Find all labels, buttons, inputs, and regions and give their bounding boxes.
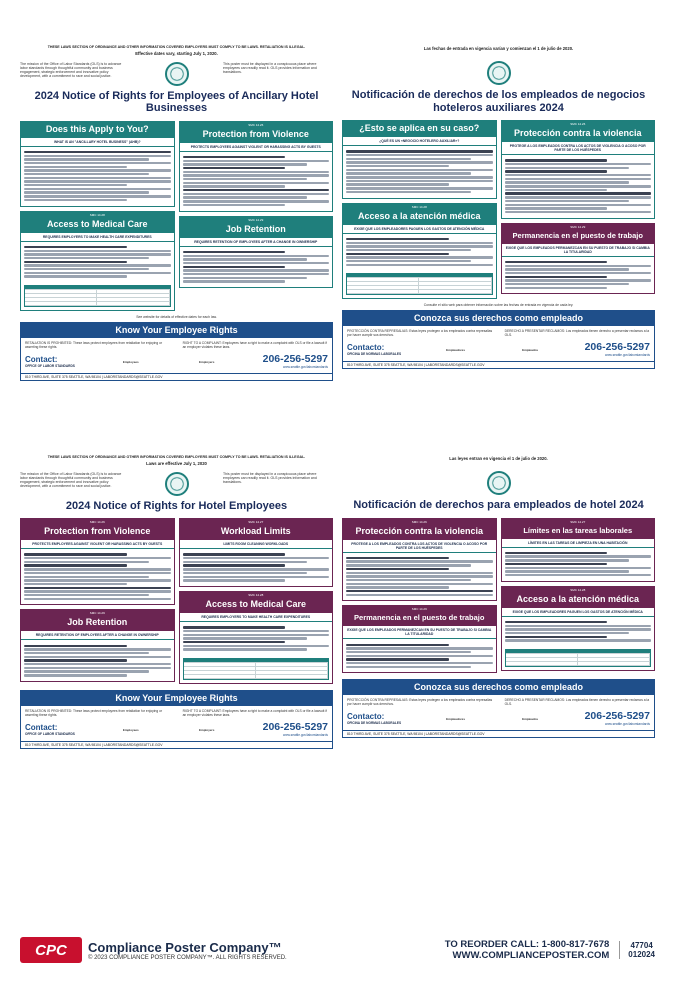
ordinance-code: SMC 14.29	[21, 610, 174, 615]
box-subtitle: PROTEGE A LOS EMPLEADOS CONTRA LOS ACTOS DE VIOLENCIA O ACOSO POR PARTE DE LOS HUÉSPEDES	[343, 540, 496, 553]
city-seal-icon	[165, 62, 189, 86]
office-name: OFICINA DE NORMAS LABORALES	[347, 721, 402, 726]
address: 810 THIRD AVE, SUITE 375 SEATTLE, WA 98104 | LABORSTANDARDS@SEATTLE.GOV	[21, 373, 332, 380]
box-title: ¿Esto se aplica en su caso?	[343, 121, 496, 137]
office-name: OFICINA DE NORMAS LABORALES	[347, 352, 402, 357]
contact-label: Contact:	[25, 723, 58, 732]
poster	[20, 45, 655, 925]
box-subtitle: LÍMITES EN LAS TAREAS DE LIMPIEZA EN UNA HABITACIÓN	[502, 539, 655, 548]
complaint-text: DERECHO A PRESENTAR RECLAMOS: Los empleados tienen derecho a presentar reclamos a la OLS.	[504, 329, 650, 338]
box-subtitle: LIMITS ROOM CLEANING WORKLOADS	[180, 540, 333, 549]
retaliation-text: PROTECCIÓN CONTRA REPRESALIAS: Estas leyes protegen a los empleados contra represalias por hacer cumplir sus derechos.	[347, 698, 493, 707]
box-title: Límites en las tareas laborales	[502, 524, 655, 539]
box-apply	[342, 120, 497, 199]
box-title: Acceso a la atención médica	[343, 209, 496, 225]
ordinance-code: SMC 14.26	[343, 519, 496, 524]
kyr-title: Conozca sus derechos como empleado	[343, 680, 654, 695]
box-title: Acceso a la atención médica	[502, 592, 655, 608]
ordinance-code: SMC 14.28	[502, 587, 655, 592]
website-link[interactable]: www.seattle.gov/laborstandards	[604, 722, 650, 727]
box-title: Job Retention	[180, 222, 333, 238]
phone-number[interactable]: 206-256-5297	[584, 341, 650, 354]
header-notice: THESE LAWS SECTION OF ORDINANCE AND OTHER INFORMATION COVERED EMPLOYERS MUST COMPLY TO BE LAWS. RETALIATION IS ILLEGAL.	[47, 45, 306, 49]
ordinance-code: SMC 14.26	[21, 519, 174, 524]
notice-title: Notificación de derechos para empleados de hotel 2024	[353, 499, 644, 511]
know-your-rights	[20, 690, 333, 749]
brand-name: Compliance Poster Company™	[88, 939, 282, 955]
box-title: Protección contra la violencia	[502, 126, 655, 142]
contact-label: Contacto:	[347, 343, 385, 353]
cpc-logo: CPC	[20, 937, 82, 963]
box-subtitle: ¿QUÉ ES UN «NEGOCIO HOTELERO AUXILIAR»?	[343, 137, 496, 146]
poster-footer	[20, 935, 655, 965]
retaliation-text: PROTECCIÓN CONTRA REPRESALIAS: Estas leyes protegen a los empleados contra represalias por hacer cumplir sus derechos.	[347, 329, 493, 338]
office-name: OFFICE OF LABOR STANDARDS	[25, 364, 75, 368]
notice-title: Notificación de derechos de los empleados de negocios hoteleros auxiliares 2024	[351, 89, 646, 114]
revision-code: 012024	[628, 950, 655, 959]
box-title: Permanencia en el puesto de trabajo	[343, 611, 496, 626]
employers-label: Empleadores	[446, 716, 465, 721]
box-title: Protection from Violence	[21, 524, 174, 540]
box-apply	[20, 121, 175, 207]
mission-text: The mission of the Office of Labor Standards (OLS) is to advance labor standards through thoughtful community and business engagement, strategic enforcement and innovative policy development, with a commitment to race and social justice.	[20, 61, 122, 79]
city-seal-icon	[487, 471, 511, 495]
header-notice: THESE LAWS SECTION OF ORDINANCE AND OTHER INFORMATION COVERED EMPLOYERS MUST COMPLY TO BE LAWS. RETALIATION IS ILLEGAL.	[47, 455, 306, 459]
box-title: Protección contra la violencia	[343, 524, 496, 540]
box-violence	[20, 518, 175, 605]
complaint-text: DERECHO A PRESENTAR RECLAMOS: Los empleados tienen derecho a presentar reclamos a la OLS.	[504, 698, 650, 707]
know-your-rights	[20, 322, 333, 381]
box-title: Access to Medical Care	[180, 597, 333, 613]
box-medical	[20, 211, 175, 311]
ordinance-code: SMC 14.28	[343, 204, 496, 209]
kyr-title: Know Your Employee Rights	[21, 323, 332, 338]
employers-label: Employers	[199, 727, 215, 732]
box-subtitle: EXIGE QUE LOS EMPLEADORES PAGUEN LOS GASTOS DE ATENCIÓN MÉDICA	[502, 608, 655, 617]
kyr-title: Conozca sus derechos como empleado	[343, 311, 654, 326]
box-subtitle: REQUIRES RETENTION OF EMPLOYEES AFTER A CHANGE IN OWNERSHIP	[180, 238, 333, 247]
box-workload	[501, 518, 656, 582]
box-retention	[20, 609, 175, 681]
notice-title: 2024 Notice of Rights for Employees of Ancillary Hotel Businesses	[34, 89, 319, 115]
ordinance-code: SMC 14.28	[180, 592, 333, 597]
box-medical	[501, 586, 656, 671]
box-medical	[342, 203, 497, 300]
effective-dates: Laws are effective July 1, 2020	[146, 460, 207, 466]
box-retention	[342, 605, 497, 673]
notice-title: 2024 Notice of Rights for Hotel Employees	[65, 499, 288, 512]
employers-label: Employers	[199, 359, 215, 364]
website-link[interactable]: www.seattle.gov/laborstandards	[604, 353, 650, 358]
effective-note: See website for details of effective dates for each law.	[136, 315, 217, 319]
box-subtitle: PROTEGE A LOS EMPLEADOS CONTRA LOS ACTOS DE VIOLENCIA O ACOSO POR PARTE DE LOS HUÉSPEDES	[502, 142, 655, 155]
poster-code: 47704	[630, 941, 653, 950]
retaliation-text: RETALIATION IS PROHIBITED: These laws protect employees from retaliation for enjoying or asserting these rights.	[25, 341, 163, 349]
company-website[interactable]: WWW.COMPLIANCEPOSTER.COM	[452, 950, 610, 961]
box-medical	[179, 591, 334, 684]
phone-number[interactable]: 206-256-5297	[584, 710, 650, 723]
box-title: Protection from Violence	[180, 127, 333, 143]
box-title: Job Retention	[21, 615, 174, 631]
box-subtitle: PROTECTS EMPLOYEES AGAINST VIOLENT OR HARASSING ACTS BY GUESTS	[21, 540, 174, 549]
employees-label: Empleados	[522, 716, 539, 721]
box-retention	[179, 216, 334, 288]
mission-text: The mission of the Office of Labor Standards (OLS) is to advance labor standards through thoughtful community and business engagement, strategic enforcement and innovative policy development, with a commitment to race and social justice.	[20, 471, 122, 489]
box-retention	[501, 223, 656, 295]
reorder-phone[interactable]: TO REORDER CALL: 1-800-817-7678	[444, 939, 610, 950]
rate-table	[183, 658, 330, 680]
retaliation-text: RETALIATION IS PROHIBITED: These laws protect employees from retaliation for enjoying or asserting these rights.	[25, 709, 163, 717]
effective-dates: Effective dates vary, starting July 1, 2020.	[135, 50, 218, 56]
complaint-text: RIGHT TO A COMPLAINT: Employees have a right to make a complaint with OLS or file a lawsuit if an employer violates these laws.	[182, 709, 327, 717]
ordinance-code: SMC 14.29	[343, 606, 496, 611]
phone-number[interactable]: 206-256-5297	[262, 721, 328, 733]
employers-label: Empleadores	[446, 347, 465, 352]
box-subtitle: PROTECTS EMPLOYEES AGAINST VIOLENT OR HARASSING ACTS BY GUESTS	[180, 143, 333, 152]
kyr-title: Know Your Employee Rights	[21, 691, 332, 706]
city-seal-icon	[165, 472, 189, 496]
bottom-english-section	[20, 455, 333, 749]
ordinance-code: SMC 14.26	[502, 121, 655, 126]
effective-dates: Las fechas de entrada en vigencia varían y comienzan el 1 de julio de 2020.	[423, 46, 574, 51]
complaint-text: RIGHT TO A COMPLAINT: Employees have a right to make a complaint with OLS or file a lawsuit if an employer violates these laws.	[182, 341, 327, 349]
employees-label: Employees	[122, 727, 139, 732]
contact-label: Contact:	[25, 355, 58, 364]
ordinance-code: SMC 14.27	[502, 519, 655, 524]
address: 810 THIRD AVE, SUITE 375 SEATTLE, WA 98104 | LABORSTANDARDS@SEATTLE.GOV	[343, 730, 654, 737]
box-subtitle: REQUIRES EMPLOYERS TO MAKE HEALTH CARE EXPENDITURES	[21, 233, 174, 242]
box-violence	[179, 121, 334, 212]
box-title: Permanencia en el puesto de trabajo	[502, 229, 655, 244]
ordinance-code: SMC 14.26	[180, 122, 333, 127]
box-subtitle: EXIGE QUE LOS EMPLEADORES PAGUEN LOS GASTOS DE ATENCIÓN MÉDICA	[343, 225, 496, 234]
effective-dates: Las leyes entran en vigencia el 1 de julio de 2020.	[449, 456, 548, 461]
box-title: Does this Apply to You?	[21, 122, 174, 138]
website-link[interactable]: www.seattle.gov/laborstandards	[282, 365, 328, 369]
box-subtitle: WHAT IS AN "ANCILLARY HOTEL BUSINESS" (AHB)?	[21, 138, 174, 147]
website-link[interactable]: www.seattle.gov/laborstandards	[282, 733, 328, 737]
ordinance-code: SMC 14.28	[21, 212, 174, 217]
box-title: Workload Limits	[180, 524, 333, 540]
copyright: © 2023 COMPLIANCE POSTER COMPANY™. ALL RIGHTS RESERVED.	[88, 954, 287, 961]
rate-table	[505, 649, 652, 667]
box-subtitle: EXIGE QUE LOS EMPLEADOS PERMANEZCAN EN SU PUESTO DE TRABAJO SI CAMBIA LA TITULARIDAD	[343, 626, 496, 639]
rate-table	[346, 273, 493, 295]
address: 810 THIRD AVE, SUITE 375 SEATTLE, WA 98104 | LABORSTANDARDS@SEATTLE.GOV	[343, 361, 654, 368]
contact-label: Contacto:	[347, 712, 385, 722]
city-seal-icon	[487, 61, 511, 85]
box-subtitle: REQUIRES RETENTION OF EMPLOYEES AFTER A CHANGE IN OWNERSHIP	[21, 631, 174, 640]
top-english-section	[20, 45, 333, 381]
ordinance-code: SMC 14.29	[180, 217, 333, 222]
box-violence	[342, 518, 497, 602]
know-your-rights	[342, 679, 655, 738]
know-your-rights	[342, 310, 655, 369]
ordinance-code: SMC 14.27	[180, 519, 333, 524]
rate-table	[24, 285, 171, 307]
employees-label: Employees	[122, 359, 139, 364]
box-violence	[501, 120, 656, 219]
display-text: This poster must be displayed in a conspicuous place where employees can readily read it. OLS provides information and translations.	[223, 471, 317, 485]
phone-number[interactable]: 206-256-5297	[262, 353, 328, 365]
box-workload	[179, 518, 334, 587]
address: 810 THIRD AVE, SUITE 375 SEATTLE, WA 98104 | LABORSTANDARDS@SEATTLE.GOV	[21, 741, 332, 748]
box-title: Access to Medical Care	[21, 217, 174, 233]
office-name: OFFICE OF LABOR STANDARDS	[25, 732, 75, 736]
top-spanish-section	[342, 45, 655, 369]
bottom-spanish-section	[342, 455, 655, 738]
display-text: This poster must be displayed in a conspicuous place where employees can readily read it. OLS provides information and translations.	[223, 61, 317, 75]
box-subtitle: REQUIRES EMPLOYERS TO MAKE HEALTH CARE EXPENDITURES	[180, 613, 333, 622]
box-subtitle: EXIGE QUE LOS EMPLEADOS PERMANEZCAN EN SU PUESTO DE TRABAJO SI CAMBIA LA TITULARIDAD	[502, 244, 655, 257]
employees-label: Empleados	[522, 347, 539, 352]
effective-note: Consulte el sitio web para obtener información sobre las fechas de entrada en vigencia de cada ley.	[423, 303, 574, 308]
ordinance-code: SMC 14.29	[502, 224, 655, 229]
